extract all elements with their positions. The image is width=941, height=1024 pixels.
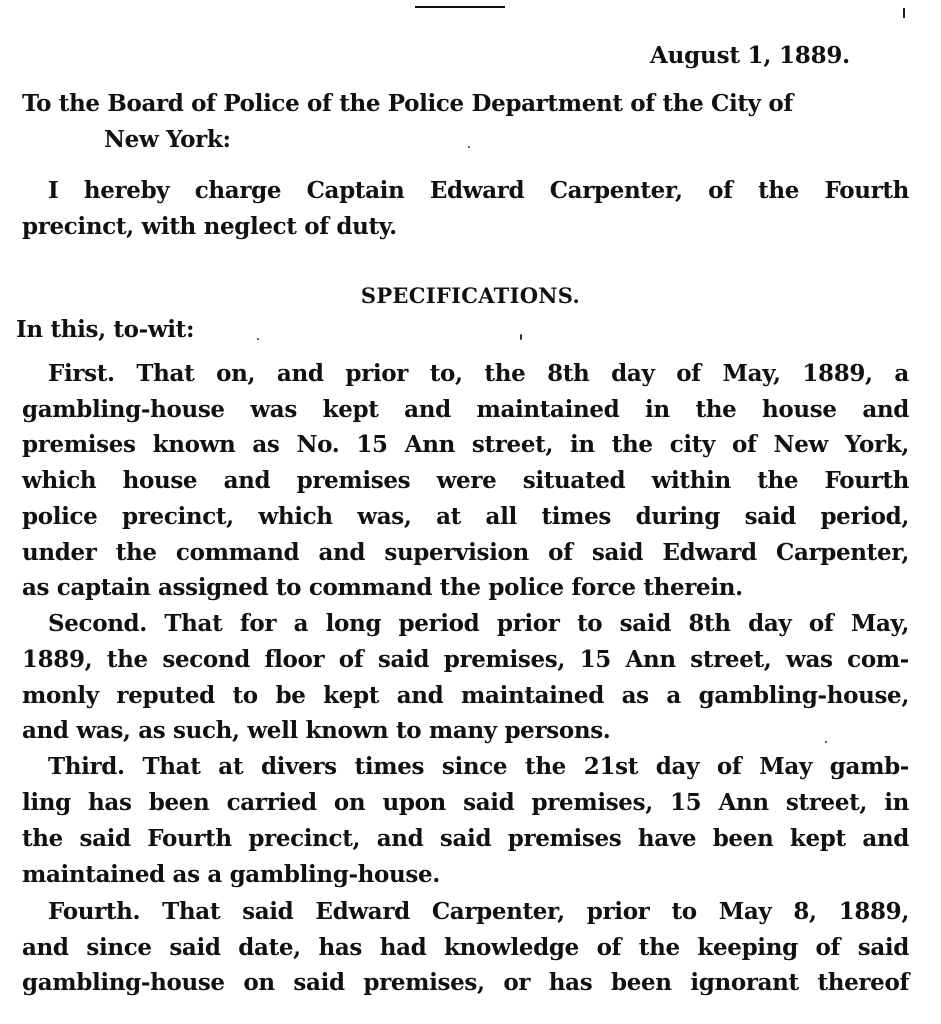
spec-1-line-4: which house and premises were situated within the Fourth bbox=[22, 467, 909, 494]
top-rule bbox=[415, 6, 505, 8]
letter-date: August 1, 1889. bbox=[650, 42, 850, 69]
intro-line: In this, to-wit: bbox=[16, 316, 195, 343]
spec-2-line-2: 1889, the second floor of said premises, 15 Ann street, was com- bbox=[22, 646, 909, 673]
charge-line-1: I hereby charge Captain Edward Carpenter, of the Fourth bbox=[48, 177, 909, 204]
spec-1-line-3: premises known as No. 15 Ann street, in the city of New York, bbox=[22, 431, 909, 458]
spec-4-line-2: and since said date, has had knowledge of the keeping of said bbox=[22, 934, 909, 961]
speck bbox=[468, 146, 470, 148]
spec-3-line-2: ling has been carried on upon said premises, 15 Ann street, in bbox=[22, 789, 909, 816]
address-line-2: New York: bbox=[104, 126, 231, 153]
spec-3-line-4: maintained as a gambling-house. bbox=[22, 861, 440, 888]
specifications-heading: SPECIFICATIONS. bbox=[360, 283, 581, 308]
spec-2-line-3: monly reputed to be kept and maintained as a gambling-house, bbox=[22, 682, 909, 709]
spec-1-line-5: police precinct, which was, at all times during said period, bbox=[22, 503, 909, 530]
spec-2-line-1: Second. That for a long period prior to said 8th day of May, bbox=[48, 610, 909, 637]
spec-4-line-3: gambling-house on said premises, or has been ignorant thereof bbox=[22, 969, 909, 996]
spec-3-line-1: Third. That at divers times since the 21st day of May gamb- bbox=[48, 753, 909, 780]
spec-2-line-4: and was, as such, well known to many persons. bbox=[22, 717, 611, 744]
spec-3-line-3: the said Fourth precinct, and said premises have been kept and bbox=[22, 825, 909, 852]
spec-1-line-1: First. That on, and prior to, the 8th day of May, 1889, a bbox=[48, 360, 909, 387]
spec-1-line-2: gambling-house was kept and maintained in the house and bbox=[22, 396, 909, 423]
spec-1-line-7: as captain assigned to command the police force therein. bbox=[22, 574, 743, 601]
spec-1-line-6: under the command and supervision of said Edward Carpenter, bbox=[22, 539, 909, 566]
address-line-1: To the Board of Police of the Police Department of the City of bbox=[22, 90, 793, 117]
speck bbox=[257, 338, 259, 340]
speck bbox=[520, 334, 522, 340]
top-margin-mark bbox=[903, 8, 905, 18]
charge-line-2: precinct, with neglect of duty. bbox=[22, 213, 397, 240]
speck bbox=[825, 741, 827, 743]
spec-4-line-1: Fourth. That said Edward Carpenter, prior to May 8, 1889, bbox=[48, 898, 909, 925]
